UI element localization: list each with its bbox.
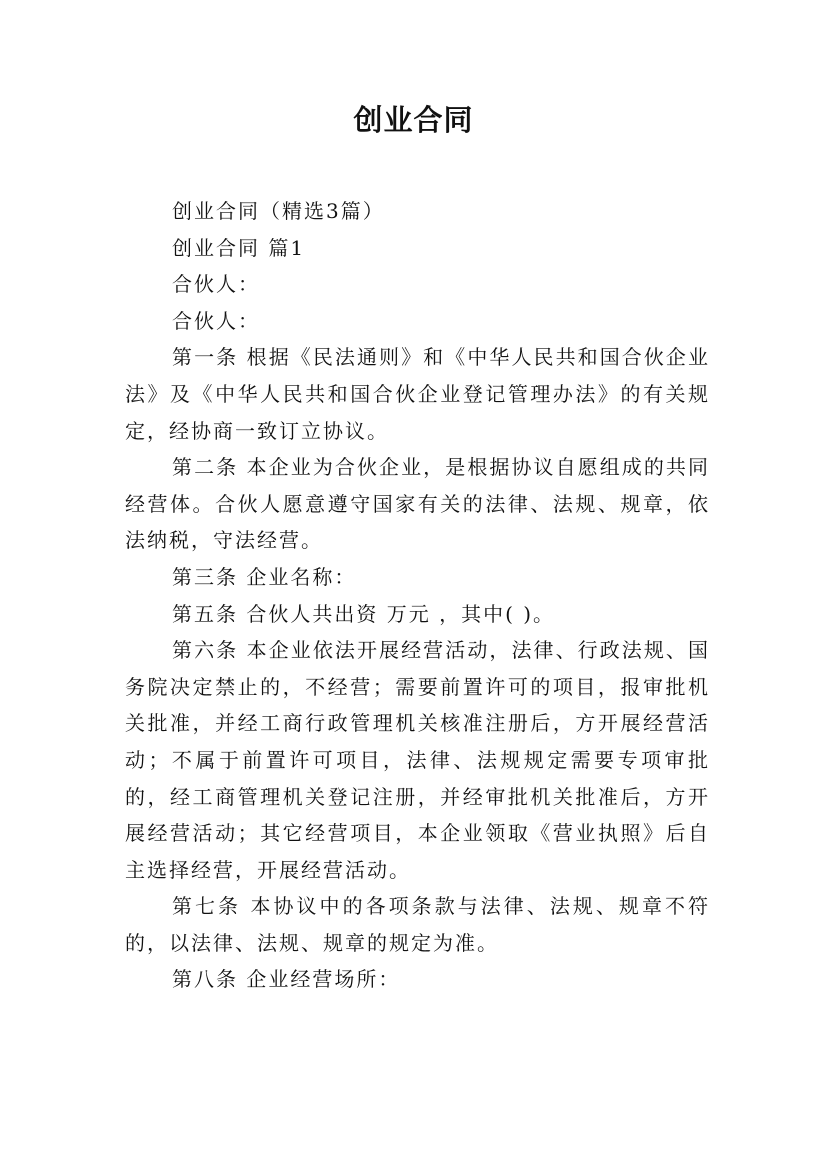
paragraph-partner-2: 合伙人： — [172, 308, 260, 333]
paragraph-section-heading: 创业合同 篇1 — [172, 235, 306, 260]
paragraph-article-5: 第五条 合伙人共出资 万元 ，其中( )。 — [172, 601, 556, 626]
document-body — [125, 193, 710, 998]
paragraph-article-6: 第六条 本企业依法开展经营活动，法律、行政法规、国务院决定禁止的，不经营；需要前置许可的项目，报审批机关批准，并经工商行政管理机关核准注册后，方开展经营活动；不属于前置许可项目，法律、法规规定需要专项审批的，经工商管理机关登记注册，并经审批机关批准后，方开展经营活动；其它经营项目，本企业领取《营业执照》后自主选择经营，开展经营活动。 — [125, 638, 710, 882]
paragraph-article-3: 第三条 企业名称： — [172, 564, 357, 589]
paragraph-subtitle: 创业合同（精选3篇） — [172, 199, 385, 223]
paragraph-article-1: 第一条 根据《民法通则》和《中华人民共和国合伙企业法》及《中华人民共和国合伙企业登记管理办法》的有关规定，经协商一致订立协议。 — [125, 345, 710, 443]
paragraph-partner-1: 合伙人： — [172, 272, 260, 297]
paragraph-article-7: 第七条 本协议中的各项条款与法律、法规、规章不符的，以法律、法规、规章的规定为准。 — [125, 894, 710, 955]
paragraph-article-8: 第八条 企业经营场所： — [172, 967, 401, 992]
paragraph-article-2: 第二条 本企业为合伙企业，是根据协议自愿组成的共同经营体。合伙人愿意遵守国家有关的法律、法规、规章，依法纳税，守法经营。 — [125, 455, 710, 553]
document-title: 创业合同 — [353, 103, 474, 137]
